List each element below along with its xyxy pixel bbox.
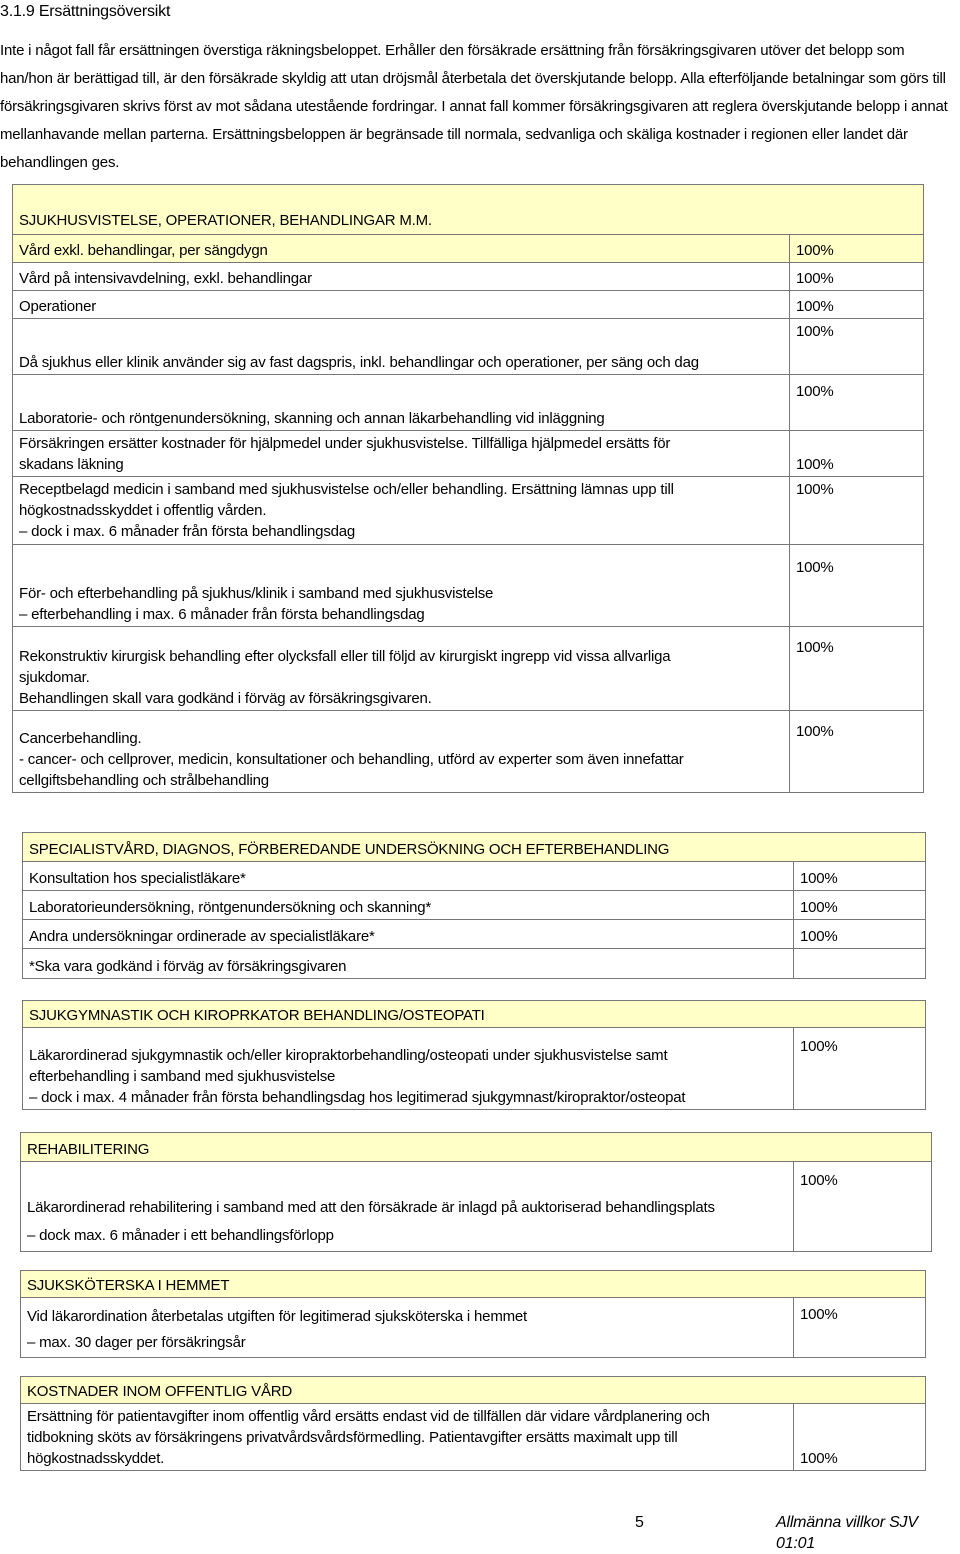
table-row: Då sjukhus eller klinik använder sig av fast dagspris, inkl. behandlingar och operationer, per säng och dag [13,319,790,375]
table-row: Vård exkl. behandlingar, per sängdygn [13,235,790,263]
table-row [21,1162,794,1252]
table-row: Laboratorie- och röntgenundersökning, skanning och annan läkarbehandling vid inläggning [13,375,790,431]
percent-value: 100% [790,291,924,319]
row-line: - cancer- och cellprover, medicin, konsultationer och behandling, utförd av experter som även innefattar [19,751,684,768]
physio-table [22,1000,926,1110]
row-line: – efterbehandling i max. 6 månader från första behandlingsdag [19,606,425,623]
percent-value: 100% [790,545,924,627]
table-row: Operationer [13,291,790,319]
row-line: Läkarordinerad rehabilitering i samband med att den försäkrade är inlagd på auktoriserad behandlingsplats [27,1199,715,1216]
public-section-title: KOSTNADER INOM OFFENTLIG VÅRD [21,1377,926,1404]
page-number: 5 [635,1514,644,1531]
percent-value [794,949,926,979]
row-line: Försäkringen ersätter kostnader för hjälpmedel under sjukhusvistelse. Tillfälliga hjälpmedel ersätts för [19,435,671,452]
specialist-section-title: SPECIALISTVÅRD, DIAGNOS, FÖRBEREDANDE UNDERSÖKNING OCH EFTERBEHANDLING [23,833,926,862]
percent-value: 100% [790,627,924,711]
row-line: Receptbelagd medicin i samband med sjukhusvistelse och/eller behandling. Ersättning lämnas upp till [19,481,674,498]
row-line: – dock i max. 6 månader från första behandlingsdag [19,523,356,540]
table-row [21,1298,794,1358]
intro-paragraph: Inte i något fall får ersättningen överstiga räkningsbeloppet. Erhåller den försäkrade ersättning från försäkringsgivaren utöver det belopp som han/hon är berättigad till, är den försäkrade skyldig att utan dröjsmål återbetala det överskjutande belopp. Alla efterföljande betalningar som görs till försäkringsgivaren skrivs först av mot sådana utestående fordringar. I annat fall kommer försäkringsgivaren att reglera överskjutande belopp i annat mellanhavande mellan parterna. Ersättningsbeloppen är begränsade till normala, sedvanliga och skäliga kostnader i regionen eller landet där behandlingen ges. [0,42,948,171]
table-row [13,431,790,477]
row-line: cellgiftsbehandling och strålbehandling [19,772,269,789]
percent-value: 100% [794,1028,926,1110]
section-heading: 3.1.9 Ersättningsöversikt [0,3,171,20]
row-line: Läkarordinerad sjukgymnastik och/eller kiropraktorbehandling/osteopati under sjukhusvistelse samt [29,1047,668,1064]
percent-value: 100% [794,1298,926,1358]
table-row: *Ska vara godkänd i förväg av försäkringsgivaren [23,949,794,979]
nurse-section-title: SJUKSKÖTERSKA I HEMMET [21,1271,926,1298]
row-line: Ersättning för patientavgifter inom offentlig vård ersätts endast vid de tillfällen där vidare vårdplanering och [27,1408,710,1425]
row-line: skadans läkning [19,456,124,473]
table-row: Konsultation hos specialistläkare* [23,862,794,891]
table-row: Andra undersökningar ordinerade av specialistläkare* [23,920,794,949]
footer-document-title: Allmänna villkor SJV 01:01 [776,1514,918,1552]
table-row [13,477,790,545]
rehab-table [20,1132,932,1252]
row-line: tidbokning sköts av försäkringens privatvårdsvårdsförmedling. Patientavgifter ersätts maximalt upp till [27,1429,678,1446]
row-line: Vid läkarordination återbetalas utgiften för legitimerad sjuksköterska i hemmet [27,1308,528,1325]
percent-value: 100% [790,319,924,375]
physio-section-title: SJUKGYMNASTIK OCH KIROPRKATOR BEHANDLING/OSTEOPATI [23,1001,926,1028]
percent-value: 100% [790,375,924,431]
percent-value: 100% [794,1404,926,1471]
table-row [21,1404,794,1471]
table-row [13,711,790,793]
percent-value: 100% [790,431,924,477]
percent-value: 100% [790,477,924,545]
hospital-table [12,184,924,793]
percent-value: 100% [794,920,926,949]
public-care-table [20,1376,926,1471]
table-row [13,545,790,627]
specialist-table [22,832,926,979]
percent-value: 100% [794,891,926,920]
table-row [23,1028,794,1110]
percent-value: 100% [790,235,924,263]
hospital-section-title: SJUKHUSVISTELSE, OPERATIONER, BEHANDLINGAR M.M. [13,185,924,235]
row-line: Rekonstruktiv kirurgisk behandling efter olycksfall eller till följd av kirurgiskt ingrepp vid vissa allvarliga [19,648,671,665]
row-line: För- och efterbehandling på sjukhus/klinik i samband med sjukhusvistelse [19,585,494,602]
row-line: högkostnadsskyddet i offentlig vården. [19,502,267,519]
percent-value: 100% [794,862,926,891]
percent-value: 100% [790,711,924,793]
percent-value: 100% [794,1162,932,1252]
row-line: Behandlingen skall vara godkänd i förväg av försäkringsgivaren. [19,690,432,707]
nurse-table [20,1270,926,1358]
row-line: sjukdomar. [19,669,90,686]
row-line: Cancerbehandling. [19,730,142,747]
row-line: efterbehandling i samband med sjukhusvistelse [29,1068,336,1085]
row-line: – max. 30 dager per försäkringsår [27,1334,246,1351]
row-line: – dock max. 6 månader i ett behandlingsförlopp [27,1227,334,1244]
percent-value: 100% [790,263,924,291]
row-line: högkostnadsskyddet. [27,1450,165,1467]
table-row: Vård på intensivavdelning, exkl. behandlingar [13,263,790,291]
row-line: – dock i max. 4 månader från första behandlingsdag hos legitimerad sjukgymnast/kiropraktor/osteopat [29,1089,686,1106]
table-row [13,627,790,711]
table-row: Laboratorieundersökning, röntgenundersökning och skanning* [23,891,794,920]
rehab-section-title: REHABILITERING [21,1133,932,1162]
